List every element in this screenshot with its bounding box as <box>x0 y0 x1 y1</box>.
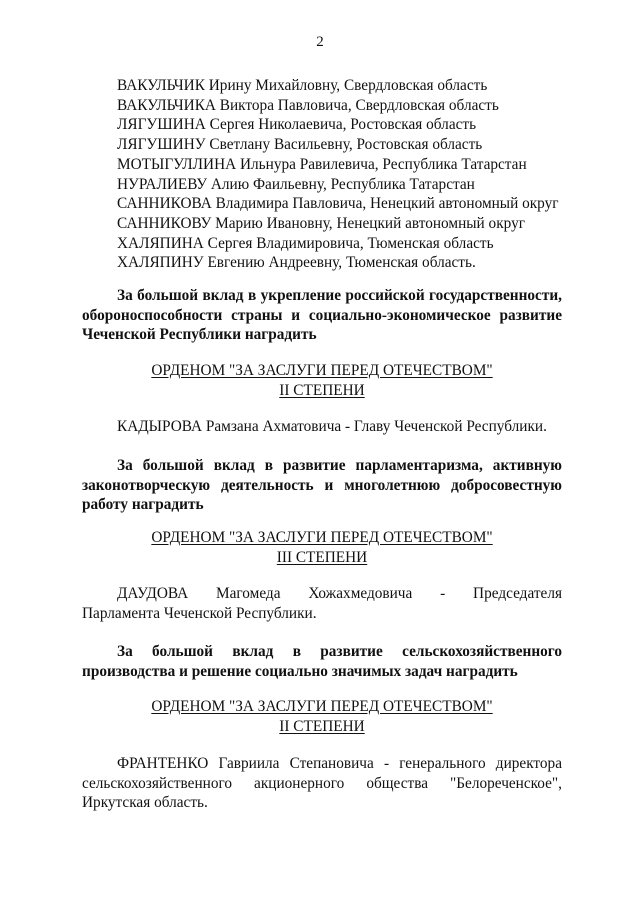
reason-line: работу наградить <box>82 496 204 513</box>
name-list-item: ХАЛЯПИНА Сергея Владимировича, Тюменская область <box>117 234 494 252</box>
reason-line: законотворческую деятельность и многолетнюю добросовестную <box>82 476 562 494</box>
reason-line: За большой вклад в укрепление российской государственности, <box>117 287 562 304</box>
recipient-line: сельскохозяйственного акционерного общества "Белореченское", <box>82 774 562 792</box>
order-degree: II СТЕПЕНИ <box>279 717 365 735</box>
name-list-item: ХАЛЯПИНУ Евгению Андреевну, Тюменская область. <box>117 254 476 272</box>
recipient-line: ФРАНТЕНКО Гавриила Степановича - генерального директора <box>117 755 562 772</box>
name-list-item: САННИКОВУ Марию Ивановну, Ненецкий автономный округ <box>117 214 525 232</box>
awardee-name-list <box>117 76 559 273</box>
name-list-item: МОТЫГУЛЛИНА Ильнура Равилевича, Республика Татарстан <box>117 155 527 173</box>
recipient-2 <box>82 584 562 623</box>
recipient-1 <box>117 417 567 437</box>
name-list-item: ВАКУЛЬЧИК Ирину Михайловну, Свердловская область <box>117 77 488 94</box>
recipient-line: Парламента Чеченской Республики. <box>82 604 317 622</box>
award-reason-1 <box>82 286 562 345</box>
name-list-item: ВАКУЛЬЧИКА Виктора Павловича, Свердловская область <box>117 96 499 114</box>
reason-line: производства и решение социально значимых задач наградить <box>82 662 518 680</box>
order-heading-1 <box>82 361 562 400</box>
page-number: 2 <box>316 34 324 50</box>
reason-line: обороноспособности страны и социально-экономическое развитие <box>82 306 562 324</box>
recipient-3 <box>82 754 562 813</box>
order-heading-3 <box>82 697 562 736</box>
order-title: ОРДЕНОМ "ЗА ЗАСЛУГИ ПЕРЕД ОТЕЧЕСТВОМ" <box>151 529 493 546</box>
reason-line: Чеченской Республики наградить <box>82 326 317 343</box>
recipient-line: КАДЫРОВА Рамзана Ахматовича - Главу Чеченской Республики. <box>117 418 547 435</box>
order-degree: II СТЕПЕНИ <box>279 381 365 399</box>
award-reason-2 <box>82 456 562 515</box>
order-title: ОРДЕНОМ "ЗА ЗАСЛУГИ ПЕРЕД ОТЕЧЕСТВОМ" <box>151 362 493 379</box>
name-list-item: НУРАЛИЕВУ Алию Фаильевну, Республика Татарстан <box>117 175 475 193</box>
name-list-item: ЛЯГУШИНА Сергея Николаевича, Ростовская область <box>117 116 477 134</box>
award-reason-3 <box>82 642 562 681</box>
recipient-line: Иркутская область. <box>82 794 208 811</box>
name-list-item: САННИКОВА Владимира Павловича, Ненецкий автономный округ <box>117 195 559 213</box>
recipient-line: ДАУДОВА Магомеда Хожахмедовича - Председателя <box>117 585 562 602</box>
reason-line: За большой вклад в развитие парламентаризма, активную <box>117 457 562 474</box>
order-title: ОРДЕНОМ "ЗА ЗАСЛУГИ ПЕРЕД ОТЕЧЕСТВОМ" <box>151 698 493 715</box>
reason-line: За большой вклад в развитие сельскохозяйственного <box>117 643 562 660</box>
name-list-item: ЛЯГУШИНУ Светлану Васильевну, Ростовская область <box>117 136 483 154</box>
order-degree: III СТЕПЕНИ <box>276 548 368 566</box>
order-heading-2 <box>82 528 562 567</box>
